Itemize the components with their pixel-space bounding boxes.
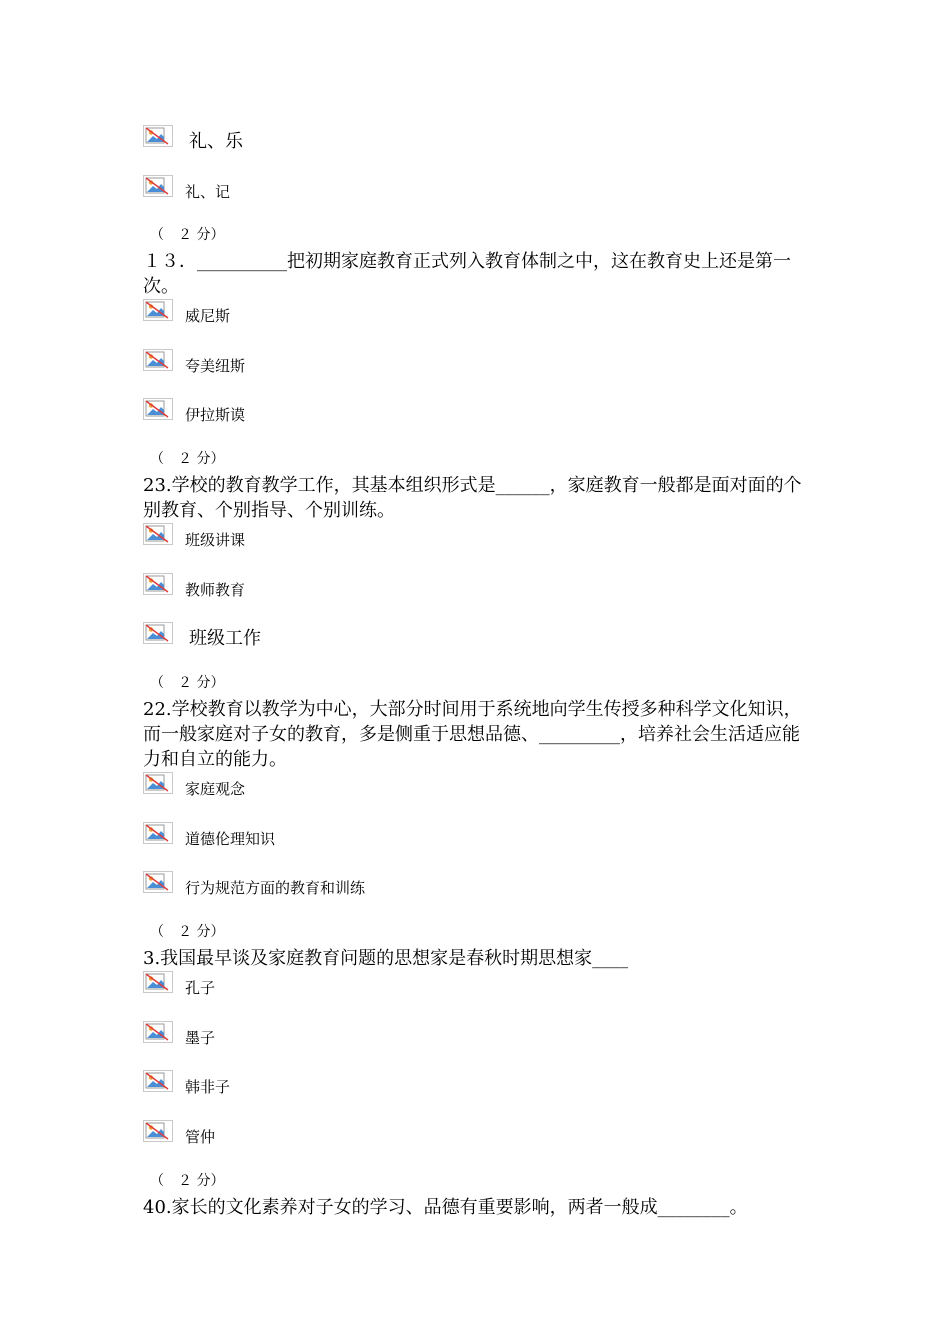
option-row[interactable] bbox=[143, 772, 843, 802]
option-row[interactable] bbox=[143, 871, 843, 901]
broken-image-icon[interactable] bbox=[143, 822, 173, 844]
question-text: 22.学校教育以教学为中心，大部分时间用于系统地向学生传授多种科学文化知识，而一般家庭对子女的教育，多是侧重于思想品德、_________，培养社会生活适应能力和自立的能力。 bbox=[143, 699, 802, 770]
option-row[interactable] bbox=[143, 1021, 843, 1051]
option-row[interactable] bbox=[143, 523, 843, 553]
broken-image-icon[interactable] bbox=[143, 971, 173, 993]
broken-image-icon[interactable] bbox=[143, 523, 173, 545]
broken-image-icon[interactable] bbox=[143, 1021, 173, 1043]
broken-image-icon[interactable] bbox=[143, 573, 173, 595]
option-label: 班级工作 bbox=[189, 628, 261, 649]
option-row[interactable] bbox=[143, 971, 843, 1001]
score-label: （ ２ 分） bbox=[150, 675, 225, 691]
option-row[interactable] bbox=[143, 398, 843, 428]
option-label: 行为规范方面的教育和训练 bbox=[185, 879, 366, 897]
broken-image-icon[interactable] bbox=[143, 299, 173, 321]
score-label: （ ２ 分） bbox=[150, 451, 225, 467]
option-label: 威尼斯 bbox=[185, 307, 231, 325]
option-label: 道德伦理知识 bbox=[185, 830, 276, 848]
broken-image-icon[interactable] bbox=[143, 772, 173, 794]
option-row[interactable] bbox=[143, 299, 843, 329]
option-row[interactable] bbox=[143, 622, 843, 652]
broken-image-icon[interactable] bbox=[143, 349, 173, 371]
broken-image-icon[interactable] bbox=[143, 1070, 173, 1092]
score-label: （ ２ 分） bbox=[150, 1173, 225, 1189]
question-text: １３．__________把初期家庭教育正式列入教育体制之中，这在教育史上还是第一次。 bbox=[143, 251, 791, 297]
option-label: 孔子 bbox=[185, 979, 216, 997]
broken-image-icon[interactable] bbox=[143, 398, 173, 420]
option-row[interactable] bbox=[143, 822, 843, 852]
option-label: 韩非子 bbox=[185, 1078, 231, 1096]
question-text: 40.家长的文化素养对子女的学习、品德有重要影响，两者一般成________。 bbox=[143, 1197, 748, 1218]
option-label: 教师教育 bbox=[185, 581, 246, 599]
option-label: 班级讲课 bbox=[185, 531, 246, 549]
option-row[interactable] bbox=[143, 1120, 843, 1150]
option-row[interactable] bbox=[143, 573, 843, 603]
option-row[interactable] bbox=[143, 1070, 843, 1100]
broken-image-icon[interactable] bbox=[143, 175, 173, 197]
option-row[interactable] bbox=[143, 349, 843, 379]
option-label: 礼、乐 bbox=[189, 131, 243, 152]
option-row[interactable] bbox=[143, 125, 843, 155]
option-label: 管仲 bbox=[185, 1128, 216, 1146]
option-label: 伊拉斯谟 bbox=[185, 406, 246, 424]
broken-image-icon[interactable] bbox=[143, 622, 173, 644]
question-text: 23.学校的教育教学工作，其基本组织形式是______，家庭教育一般都是面对面的个别教育、个别指导、个别训练。 bbox=[143, 475, 802, 521]
option-label: 礼、记 bbox=[185, 183, 231, 201]
option-row[interactable] bbox=[143, 175, 843, 205]
broken-image-icon[interactable] bbox=[143, 1120, 173, 1142]
broken-image-icon[interactable] bbox=[143, 871, 173, 893]
option-label: 家庭观念 bbox=[185, 780, 246, 798]
option-label: 夸美纽斯 bbox=[185, 357, 246, 375]
question-text: 3.我国最早谈及家庭教育问题的思想家是春秋时期思想家____ bbox=[143, 948, 629, 969]
score-label: （ ２ 分） bbox=[150, 924, 225, 940]
score-label: （ ２ 分） bbox=[150, 227, 225, 243]
option-label: 墨子 bbox=[185, 1029, 216, 1047]
broken-image-icon[interactable] bbox=[143, 125, 173, 147]
